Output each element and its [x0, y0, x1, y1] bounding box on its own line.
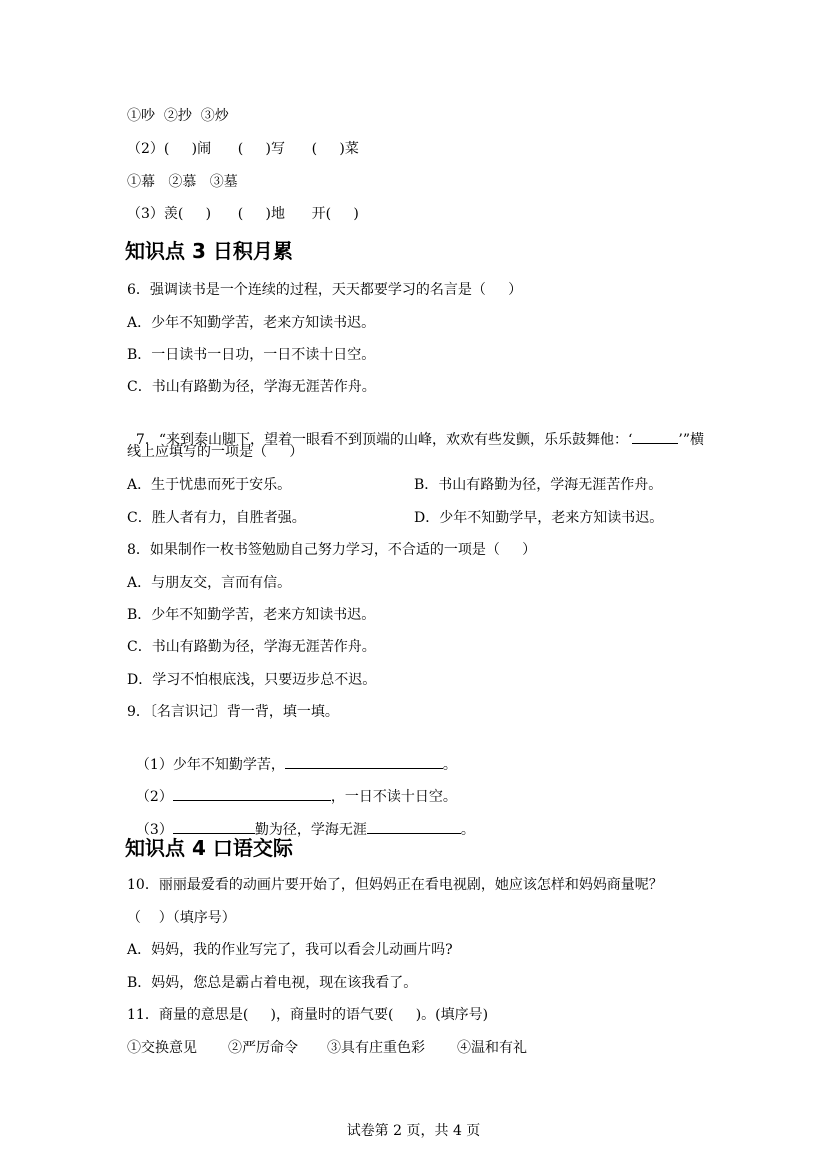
- q7-option-a: A．生于忧患而死于安乐。: [127, 477, 292, 493]
- q3-line: （3）羡( ) ( )地 开( ): [127, 206, 359, 222]
- q9-blank-3: [173, 819, 255, 834]
- q11-option-2: ②严厉命令: [228, 1040, 298, 1056]
- q10-stem: 10．丽丽最爱看的动画片要开始了，但妈妈正在看电视剧，她应该怎样和妈妈商量呢？: [127, 877, 663, 893]
- q11-stem: 11．商量的意思是( )，商量时的语气要( )。(填序号): [127, 1007, 489, 1023]
- q9-blank-2: [173, 786, 331, 801]
- q7-stem-line2: 线上应填写的一项是（ ）: [127, 444, 304, 460]
- q7-option-b: B．书山有路勤为径，学海无涯苦作舟。: [414, 477, 663, 493]
- q11-option-1: ①交换意见: [127, 1040, 197, 1056]
- q2-line: （2）( )闹 ( )写 ( )菜: [127, 141, 359, 157]
- section-heading-4: 知识点 4 口语交际: [125, 836, 293, 860]
- q6-option-a: A．少年不知勤学苦，老来方知读书迟。: [127, 315, 376, 331]
- q9-l2-text: ，一日不读十日空。: [330, 789, 457, 805]
- q9-l3-end: 。: [460, 822, 475, 838]
- q7-stem-part1: 7．“来到泰山脚下，望着一眼看不到顶端的山峰，欢欢有些发颤，乐乐鼓舞他：‘: [135, 432, 633, 448]
- q10-option-b: B．妈妈，您总是霸占着电视，现在该我看了。: [127, 975, 418, 991]
- q7-stem-part2: ’”横: [678, 432, 705, 448]
- q6-option-b: B．一日读书一日功，一日不读十日空。: [127, 347, 376, 363]
- q8-option-c: C．书山有路勤为径，学海无涯苦作舟。: [127, 639, 376, 655]
- q8-option-a: A．与朋友交，言而有信。: [127, 575, 292, 591]
- q9-stem: 9．〔名言识记〕背一背，填一填。: [127, 704, 339, 720]
- q10-option-a: A．妈妈，我的作业写完了，我可以看会儿动画片吗?: [127, 942, 453, 958]
- q10-hint: （ ）（填序号）: [127, 910, 236, 926]
- q7-blank: [632, 429, 678, 444]
- q7-option-c: C．胜人者有力，自胜者强。: [127, 510, 306, 526]
- section-heading-3: 知识点 3 日积月累: [125, 239, 293, 263]
- q9-l3-prefix: （3）: [135, 822, 173, 838]
- q11-option-3: ③具有庄重色彩: [327, 1040, 425, 1056]
- q7-option-d: D．少年不知勤学早，老来方知读书迟。: [414, 510, 664, 526]
- q2-options: ①幕 ②慕 ③墓: [127, 174, 238, 190]
- q6-stem: 6．强调读书是一个连续的过程，天天都要学习的名言是（ ）: [127, 282, 523, 298]
- q9-l1-text: （1）少年不知勤学苦，: [135, 757, 285, 773]
- q9-l1-end: 。: [442, 757, 457, 773]
- q9-blank-1: [285, 754, 443, 769]
- q9-l3-text: 勤为径，学海无涯: [254, 822, 367, 838]
- q1-options: ①吵 ②抄 ③炒: [127, 108, 229, 124]
- q9-l2-prefix: （2）: [135, 789, 173, 805]
- q8-stem: 8．如果制作一枚书签勉励自己努力学习，不合适的一项是（ ）: [127, 542, 537, 558]
- q8-option-d: D．学习不怕根底浅，只要迈步总不迟。: [127, 672, 377, 688]
- q6-option-c: C．书山有路勤为径，学海无涯苦作舟。: [127, 379, 376, 395]
- q9-blank-4: [367, 819, 461, 834]
- q8-option-b: B．少年不知勤学苦，老来方知读书迟。: [127, 607, 376, 623]
- q9-line3: [127, 801, 475, 839]
- page-footer: 试卷第 2 页，共 4 页: [346, 1123, 481, 1139]
- q11-option-4: ④温和有礼: [457, 1040, 527, 1056]
